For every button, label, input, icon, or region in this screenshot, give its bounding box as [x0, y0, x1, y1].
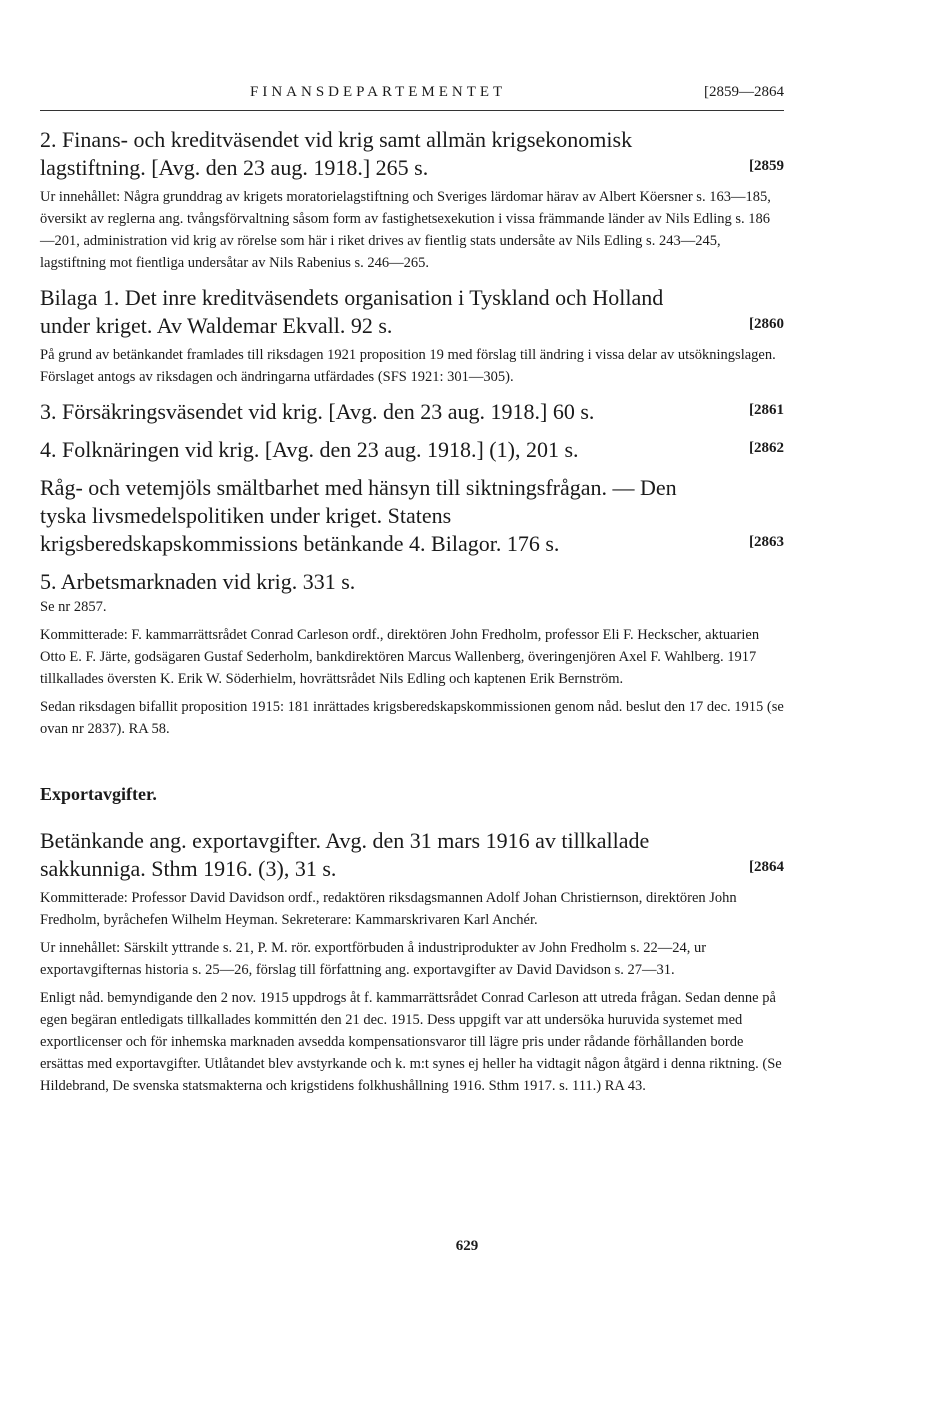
entry-title-text: 2. Finans- och kreditväsendet vid krig samt allmän krigsekonomisk lagstiftning. [Avg. den 23 aug. 1918.] 265 s.	[40, 127, 633, 180]
entry-2860	[40, 284, 784, 388]
entry-title	[40, 436, 784, 464]
running-header	[40, 84, 784, 108]
entry-title	[40, 474, 784, 558]
page-number: 629	[455, 1238, 479, 1254]
entry-ref-number: [2862	[749, 440, 784, 456]
entry-ref-number: [2860	[749, 316, 784, 332]
entry-description: På grund av betänkandet framlades till riksdagen 1921 proposition 19 med förslag till ändring i vissa delar av utsökningslagen. Förslaget antogs av riksdagen och ändringarna utfärdades (SFS 1921: 301—305).	[40, 347, 776, 385]
entry-ref-number: [2864	[749, 859, 784, 875]
entry-contents: Ur innehållet: Särskilt yttrande s. 21, P. M. rör. exportförbuden å industriprodukter av John Fredholm s. 22—24, ur exportavgifternas historia s. 25—26, förslag till författning ang. exportavgifter av David Davidson s. 27—31.	[40, 940, 707, 978]
entry-ref-number: [2859	[749, 158, 784, 174]
entry-2862	[40, 436, 784, 464]
entry-ref-number: [2861	[749, 402, 784, 418]
header-title: FINANSDEPARTEMENTET	[250, 84, 507, 100]
entry-title	[40, 398, 784, 426]
entry-2859	[40, 126, 784, 274]
header-rule	[40, 110, 784, 111]
entry-ref-number: [2863	[749, 534, 784, 550]
entry-2863	[40, 474, 784, 558]
header-entry-range: [2859—2864	[704, 84, 784, 100]
entry-arbetsmarknaden	[40, 568, 784, 740]
entry-title	[40, 284, 784, 340]
entry-title	[40, 827, 784, 883]
page-content	[40, 126, 784, 1097]
entry-title	[40, 126, 784, 182]
committee-members: Kommitterade: Professor David Davidson ordf., redaktören riksdagsmannen Adolf Johan Christiernson, direktören John Fredholm, byråchefen Wilhelm Heyman. Sekreterare: Kammarskrivaren Karl Anchér.	[40, 890, 737, 928]
entry-note: Enligt nåd. bemyndigande den 2 nov. 1915 uppdrogs åt f. kammarrättsrådet Conrad Carleson att utreda frågan. Sedan denne på egen begäran entledigats tillkallades kommittén den 21 dec. 1915. Dess uppgift var att undersöka huruvida systemet med exportlicenser och för inhemska marknaden avsedda kompensationsvaror till lägre pris under rådande förhållanden borde ersättas med exportavgifter. Utlåtandet blev avstyrkande och k. m:t synes ej heller ha vidtagit någon åtgärd i denna riktning. (Se Hildebrand, De svenska statsmakterna och krigstidens folkhushållning 1916. Sthm 1917. s. 111.) RA 43.	[40, 990, 782, 1094]
entry-title-text: Betänkande ang. exportavgifter. Avg. den 31 mars 1916 av tillkallade sakkunniga. Sthm 1916. (3), 31 s.	[40, 828, 650, 881]
entry-title: 5. Arbetsmarknaden vid krig. 331 s.	[40, 569, 356, 594]
entry-title-text: 3. Försäkringsväsendet vid krig. [Avg. den 23 aug. 1918.] 60 s.	[40, 399, 595, 424]
committee-members: Kommitterade: F. kammarrättsrådet Conrad Carleson ordf., direktören John Fredholm, professor Eli F. Heckscher, aktuarien Otto E. F. Järte, godsägaren Gustaf Sederholm, bankdirektören Marcus Wallenberg, överingenjören Axel F. Wahlberg. 1917 tillkallades översten K. Erik W. Söderhielm, hovrättsrådet Nils Edling och kaptenen Erik Bernström.	[40, 627, 760, 687]
entry-2861	[40, 398, 784, 426]
entry-2864	[40, 827, 784, 1097]
entry-title-text: 4. Folknäringen vid krig. [Avg. den 23 aug. 1918.] (1), 201 s.	[40, 437, 579, 462]
entry-note: Sedan riksdagen bifallit proposition 1915: 181 inrättades krigsberedskapskommissionen genom nåd. beslut den 17 dec. 1915 (se ovan nr 2837). RA 58.	[40, 699, 784, 737]
entry-title-text: Råg- och vetemjöls smältbarhet med hänsyn till siktningsfrågan. — Den tyska livsmedelspolitiken under kriget. Statens krigsberedskapskommissions betänkande 4. Bilagor. 176 s.	[40, 475, 677, 556]
entry-title-text: Bilaga 1. Det inre kreditväsendets organisation i Tyskland och Holland under kriget. Av Waldemar Ekvall. 92 s.	[40, 285, 664, 338]
cross-reference: Se nr 2857.	[40, 599, 107, 615]
section-heading: Exportavgifter.	[40, 784, 157, 804]
entry-description: Ur innehållet: Några grunddrag av krigets moratorielagstiftning och Sveriges lärdomar härav av Albert Köersner s. 163—185, översikt av reglerna ang. tvångsförvaltning såsom form av fastighetsexekution i vissa främmande länder av Nils Edling s. 186—201, administration vid krig av rörelse som här i riket drives av fientlig stats undersåte av Nils Edling s. 243—245, lagstiftning mot fientliga undersåtar av Nils Rabenius s. 246—265.	[40, 189, 771, 271]
